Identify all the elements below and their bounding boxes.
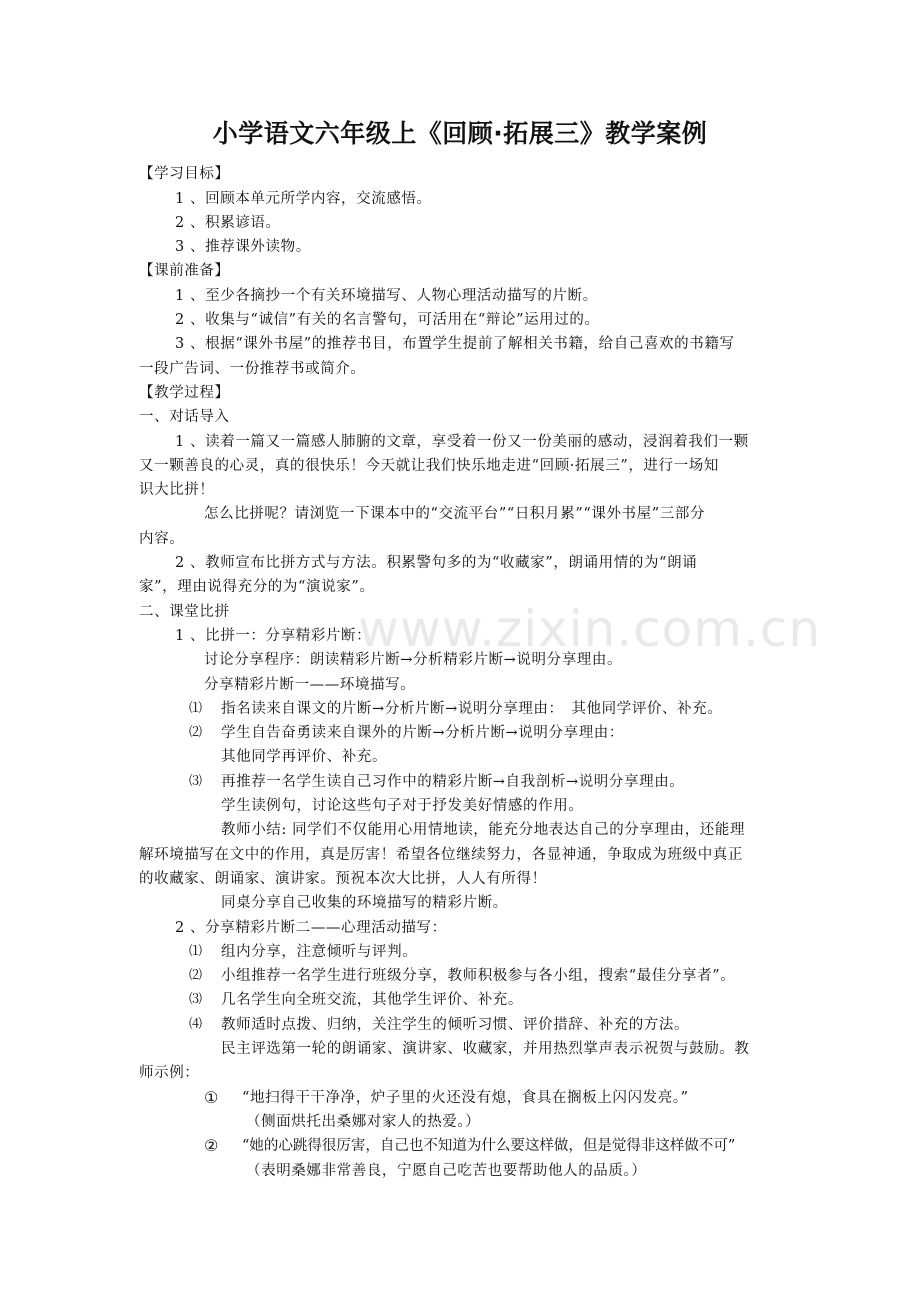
example-note: （表明桑娜非常善良，宁愿自己吃苦也要帮助他人的品质。）: [246, 1163, 647, 1179]
list-item: 小组推荐一名学生进行班级分享，教师积极参与各小组，搜索“最佳分享者”。: [221, 968, 736, 984]
example-note: （侧面烘托出桑娜对家人的热爱。）: [246, 1114, 481, 1130]
part1-heading: 一、对话导入: [139, 409, 230, 425]
item-number: ⑶: [189, 774, 203, 789]
goals-heading: 【学习目标】: [139, 166, 230, 182]
section-head: 1 、比拼一：分享精彩片断：: [175, 628, 372, 644]
prep-item: 2 、收集与“诚信”有关的名言警句，可活用在“辩论”运用过的。: [175, 312, 600, 328]
prep-heading: 【课前准备】: [139, 263, 230, 279]
paragraph-line: 2 、教师宣布比拼方式与方法。积累警句多的为“收藏家”，朗诵用情的为“朗诵: [175, 555, 698, 571]
prep-item: 1 、至少各摘抄一个有关环境描写、人物心理活动描写的片断。: [175, 288, 598, 304]
paragraph-line: 分享精彩片断一——环境描写。: [204, 677, 416, 693]
item-number: ⑶: [189, 992, 203, 1007]
paragraph-line: 又一颗善良的心灵，真的很快乐！今天就让我们快乐地走进“回顾·拓展三”，进行一场知: [139, 458, 719, 474]
paragraph-line: 解环境描写在文中的作用，真是厉害！希望各位继续努力，各显神通，争取成为班级中真正: [139, 847, 743, 863]
paragraph-line: 1 、读着一篇又一篇感人肺腑的文章，享受着一份又一份美丽的感动，浸润着我们一颗: [175, 434, 749, 450]
example-quote: “地扫得干干净净，炉子里的火还没有熄，食具在搁板上闪闪发亮。”: [242, 1090, 689, 1106]
paragraph-line: 教师小结: 同学们不仅能用心用情地读，能充分地表达自己的分享理由，还能理: [221, 822, 746, 838]
watermark: www.zixin.com.cn: [358, 600, 822, 658]
paragraph-line: 内容。: [139, 531, 185, 547]
item-number: ⑵: [189, 725, 203, 740]
list-item: 几名学生向全班交流，其他学生评价、补充。: [221, 992, 523, 1008]
list-item: 再推荐一名学生读自己习作中的精彩片断→自我剖析→说明分享理由。: [221, 774, 685, 790]
prep-item: 3 、根据“课外书屋”的推荐书目，布置学生提前了解相关书籍，给自己喜欢的书籍写: [175, 336, 735, 352]
part2-heading: 二、课堂比拼: [139, 604, 230, 620]
paragraph-line: 民主评选第一轮的朗诵家、演讲家、收藏家，并用热烈掌声表示祝贺与鼓励。教: [221, 1041, 750, 1057]
list-item: 学生自告奋勇读来自课外的片断→分析片断→说明分享理由：: [221, 725, 624, 741]
goal-item: 1 、回顾本单元所学内容，交流感悟。: [175, 191, 432, 207]
example-number: ①: [204, 1088, 219, 1107]
list-item-cont: 其他同学再评价、补充。: [221, 749, 388, 765]
item-number: ⑴: [189, 701, 203, 716]
list-item: 教师适时点拨、归纳，关注学生的倾听习惯、评价措辞、补充的方法。: [221, 1017, 690, 1033]
example-number: ②: [204, 1136, 219, 1155]
paragraph-line: 讨论分享程序：朗读精彩片断→分析精彩片断→说明分享理由。: [204, 652, 623, 668]
list-item: 指名读来自课文的片断→分析片断→说明分享理由： 其他同学评价、补充。: [221, 701, 723, 717]
prep-item-cont: 一段广告词、一份推荐书或简介。: [139, 361, 366, 377]
paragraph-line: 的收藏家、朗诵家、演讲家。预祝本次大比拼，人人有所得！: [139, 871, 547, 887]
section-head: 2 、分享精彩片断二——心理活动描写：: [175, 920, 447, 936]
list-item-cont: 学生读例句，讨论这些句子对于抒发美好情感的作用。: [221, 798, 584, 814]
process-heading: 【教学过程】: [139, 385, 230, 401]
paragraph-line: 同桌分享自己收集的环境描写的精彩片断。: [221, 895, 508, 911]
paragraph-line: 家”，理由说得充分的为“演说家”。: [139, 579, 375, 595]
paragraph-line: 师示例：: [139, 1065, 200, 1081]
item-number: ⑴: [189, 944, 203, 959]
list-item: 组内分享，注意倾听与评判。: [221, 944, 418, 960]
example-quote: “她的心跳得很厉害，自己也不知道为什么要这样做，但是觉得非这样做不可”: [242, 1138, 736, 1154]
goal-item: 3 、推荐课外读物。: [175, 239, 311, 255]
paragraph-line: 识大比拼！: [139, 482, 215, 498]
item-number: ⑷: [189, 1017, 203, 1032]
page-title: 小学语文六年级上《回顾·拓展三》教学案例: [212, 119, 708, 148]
goal-item: 2 、积累谚语。: [175, 215, 281, 231]
paragraph-line: 怎么比拼呢？请浏览一下课本中的“交流平台”“日积月累”“课外书屋”三部分: [204, 506, 706, 522]
item-number: ⑵: [189, 968, 203, 983]
